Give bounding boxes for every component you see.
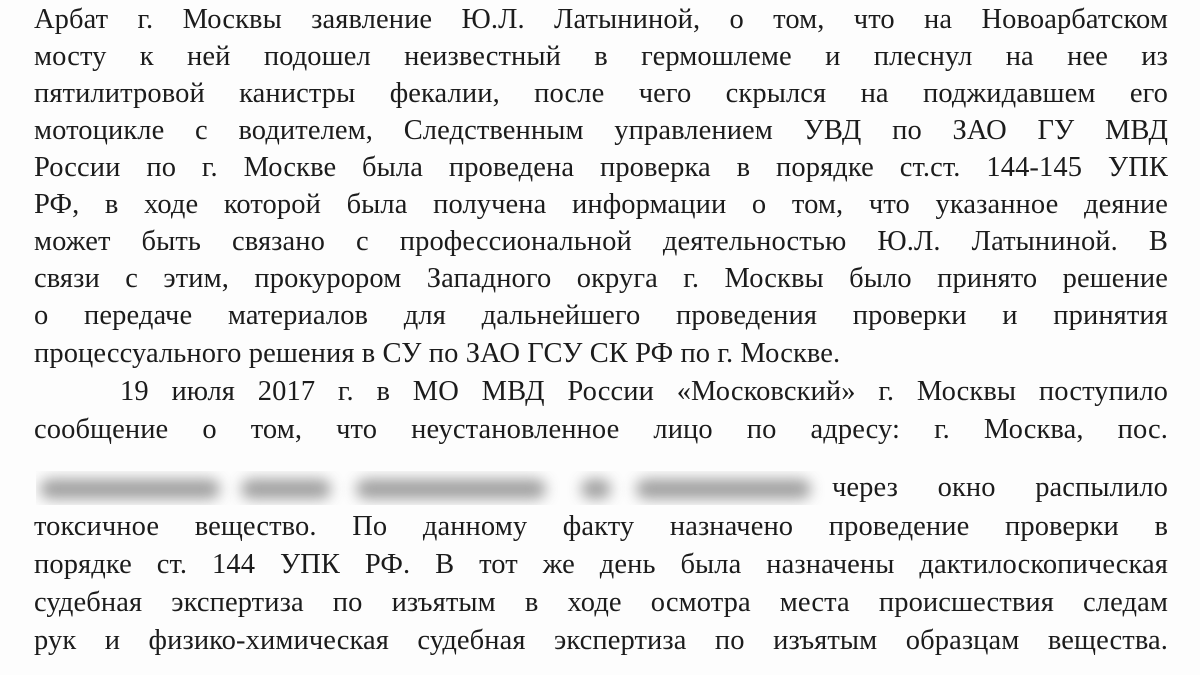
text-line-11: 19 июля 2017 г. в МО МВД России «Московский» г. Москвы поступило (120, 376, 1168, 407)
text-line-12: сообщение о том, что неустановленное лицо по адресу: г. Москва, пос. (34, 414, 1168, 445)
text-line-4: мотоцикле с водителем, Следственным управлением УВД по ЗАО ГУ МВД (34, 115, 1168, 146)
text-line-6: РФ, в ходе которой была получена информации о том, что указанное деяние (34, 189, 1168, 220)
text-line-9: о передаче материалов для дальнейшего проведения проверки и принятия (34, 300, 1168, 331)
text-line-7: может быть связано с профессиональной деятельностью Ю.Л. Латыниной. В (34, 226, 1168, 257)
text-line-5: России по г. Москве была проведена проверка в порядке ст.ст. 144-145 УПК (34, 152, 1168, 183)
text-line-8: связи с этим, прокурором Западного округа г. Москвы было принято решение (34, 263, 1168, 294)
text-line-14: токсичное вещество. По данному факту назначено проведение проверки в (34, 511, 1168, 542)
text-line-13: через окно распылило (832, 472, 1168, 503)
text-line-15: порядке ст. 144 УПК РФ. В тот же день была назначены дактилоскопическая (34, 549, 1168, 580)
text-line-1: Арбат г. Москвы заявление Ю.Л. Латыниной, о том, что на Новоарбатском (34, 4, 1168, 35)
text-line-2: мосту к ней подошел неизвестный в гермошлеме и плеснул на нее из (34, 41, 1168, 72)
text-line-3: пятилитровой канистры фекалии, после чего скрылся на поджидавшем его (34, 78, 1168, 109)
text-line-16: судебная экспертиза по изъятым в ходе осмотра места происшествия следам (34, 587, 1168, 618)
text-line-10: процессуального решения в СУ по ЗАО ГСУ СК РФ по г. Москве. (34, 338, 841, 369)
redacted-address (36, 471, 826, 505)
text-line-17: рук и физико-химическая судебная экспертиза по изъятым образцам вещества. (34, 625, 1168, 656)
